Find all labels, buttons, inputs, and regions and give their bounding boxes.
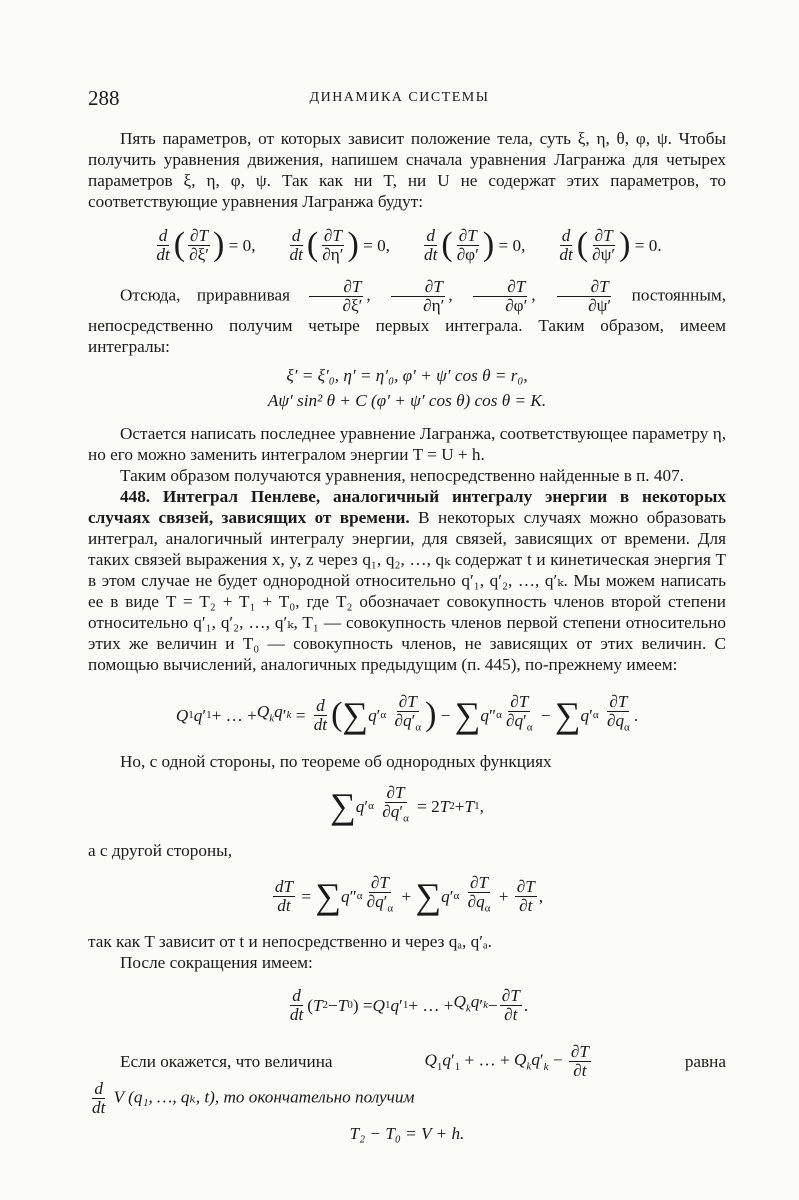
running-header — [88, 86, 711, 116]
paragraph-other-side: а с другой стороны, — [88, 841, 233, 860]
paragraph-result: Таким образом получаются уравнения, непосредственно найденные в п. 407. — [120, 466, 684, 485]
equation-lagrange: $\frac{d}{dt}$ ( $\frac{\partial T}{\partial\xi'}$ ) = 0, $\frac{d}{dt}$ ( $\frac{\partial T}{\partial\eta'}$ ) = 0, $\frac{d}{dt}$ ( $\frac{\partial T}{\partial\varphi'}$ ) = 0, $\frac{d}{dt}$ ( $\frac{\partial T}{\partial\psi'}$ ) = 0. — [156, 225, 662, 264]
equation-integrals-1: ξ′ = ξ′₀, η′ = η′₀, φ′ + ψ′ cos θ = r₀, — [286, 366, 528, 385]
paragraph-if: Если окажется, что величина $Q_1q'_1$ + … + $Q_kq'_k$ − $\frac{\partial T}{\partial t}$ равна — [120, 1042, 726, 1080]
equation-integrals-2: Aψ′ sin² θ + C (φ′ + ψ′ cos θ) cos θ = K. — [267, 391, 547, 410]
paragraph-parameters: Пять параметров, от которых зависит положение тела, суть ξ, η, θ, φ, ψ. Чтобы получить уравнения движения, напишем сначала уравнения Лагранжа для четырех параметров ξ, η, φ, ψ. Так как ни T, ни U не содержат этих параметров, то соответствующие уравнения Лагранжа будут: — [88, 129, 726, 211]
equation-euler: ∑ q ′ α $\frac{\partial T}{\partial q'_\alpha}$ = 2 T 2 + T 1 , — [330, 783, 484, 826]
paragraph-after-reduction: После сокращения имеем: — [120, 953, 313, 972]
paragraph-depends: так как T зависит от t и непосредственно и через qₐ, q′ₐ. — [88, 932, 492, 951]
section-title: 448. Интеграл Пенлеве, аналогичный интегралу энергии в некоторых случаях связей, зависящих от времени. — [88, 487, 726, 527]
equation-generalized-forces: Q 1 q ′ 1 + … + $Q_kq$ ′ k = $\frac{d}{dt}$ ( ∑ q ′ α $\frac{\partial T}{\partial q'_\alpha}$ ) − ∑ q ″ α $\frac{\partial T}{\partial q'_\alpha}$ − ∑ q ′ α $\frac{\partial T}{\partial q_\alpha}$ . — [175, 692, 639, 735]
paragraph-equating: Отсюда, приравнивая $\frac{\partial T}{\partial\xi'}$ , $\frac{\partial T}{\partial\eta'}$ , $\frac{\partial T}{\partial\varphi'}$ , $\frac{\partial T}{\partial\psi'}$ постоянным, непосредственно получим четыре первых интеграла. Таким образом, имеем интегралы: — [88, 277, 727, 356]
page-number: 288 — [88, 86, 120, 110]
running-title: ДИНАМИКА СИСТЕМЫ — [309, 90, 490, 105]
page-body — [88, 128, 726, 1148]
equation-reduced: $\frac{d}{dt}$ ( T 2 − T 0 ) = Q 1 q ′ 1 + … + $Q_kq$ ′ k − $\frac{\partial T}{\partial t}$ . — [289, 985, 529, 1024]
paragraph-finally: $\frac{d}{dt}$ V (q₁, …, qₖ, t), то окончательно получим — [92, 1079, 415, 1117]
paragraph-last-lagrange: Остается написать последнее уравнение Лагранжа, соответствующее параметру η, но его можно заменить интегралом энергии T = U + h. — [88, 424, 726, 464]
section-448: 448. Интеграл Пенлеве, аналогичный интегралу энергии в некоторых случаях связей, зависящих от времени. В некоторых случаях можно образовать интеграл, аналогичный интегралу энергии, для связей, зависящих от времени. Для таких связей выражения x, y, z через q₁, q₂, …, qₖ содержат t и кинетическая энергия T в этом случае не будет однородной относительно q′₁, q′₂, …, q′ₖ. Мы можем написать ее в виде T = T₂ + T₁ + T₀, где T₂ обозначает совокупность членов второй степени относительно q′₁, q′₂, …, q′ₖ, T₁ — совокупность членов первой степени относительно этих же величин и T₀ — совокупность членов, не зависящих от этих величин. С помощью вычислений, аналогичных предыдущим (п. 445), по-прежнему имеем: — [88, 487, 726, 674]
equation-final: T₂ − T₀ = V + h. — [349, 1124, 465, 1143]
paragraph-homogeneous: Но, с одной стороны, по теореме об однородных функциях — [120, 752, 552, 771]
equation-dT-dt: $\frac{dT}{dt}$ = ∑ q ″ α $\frac{\partial T}{\partial q'_\alpha}$ + ∑ q ′ α $\frac{\partial T}{\partial q_\alpha}$ + $\frac{\partial T}{\partial t}$ , — [274, 873, 544, 916]
